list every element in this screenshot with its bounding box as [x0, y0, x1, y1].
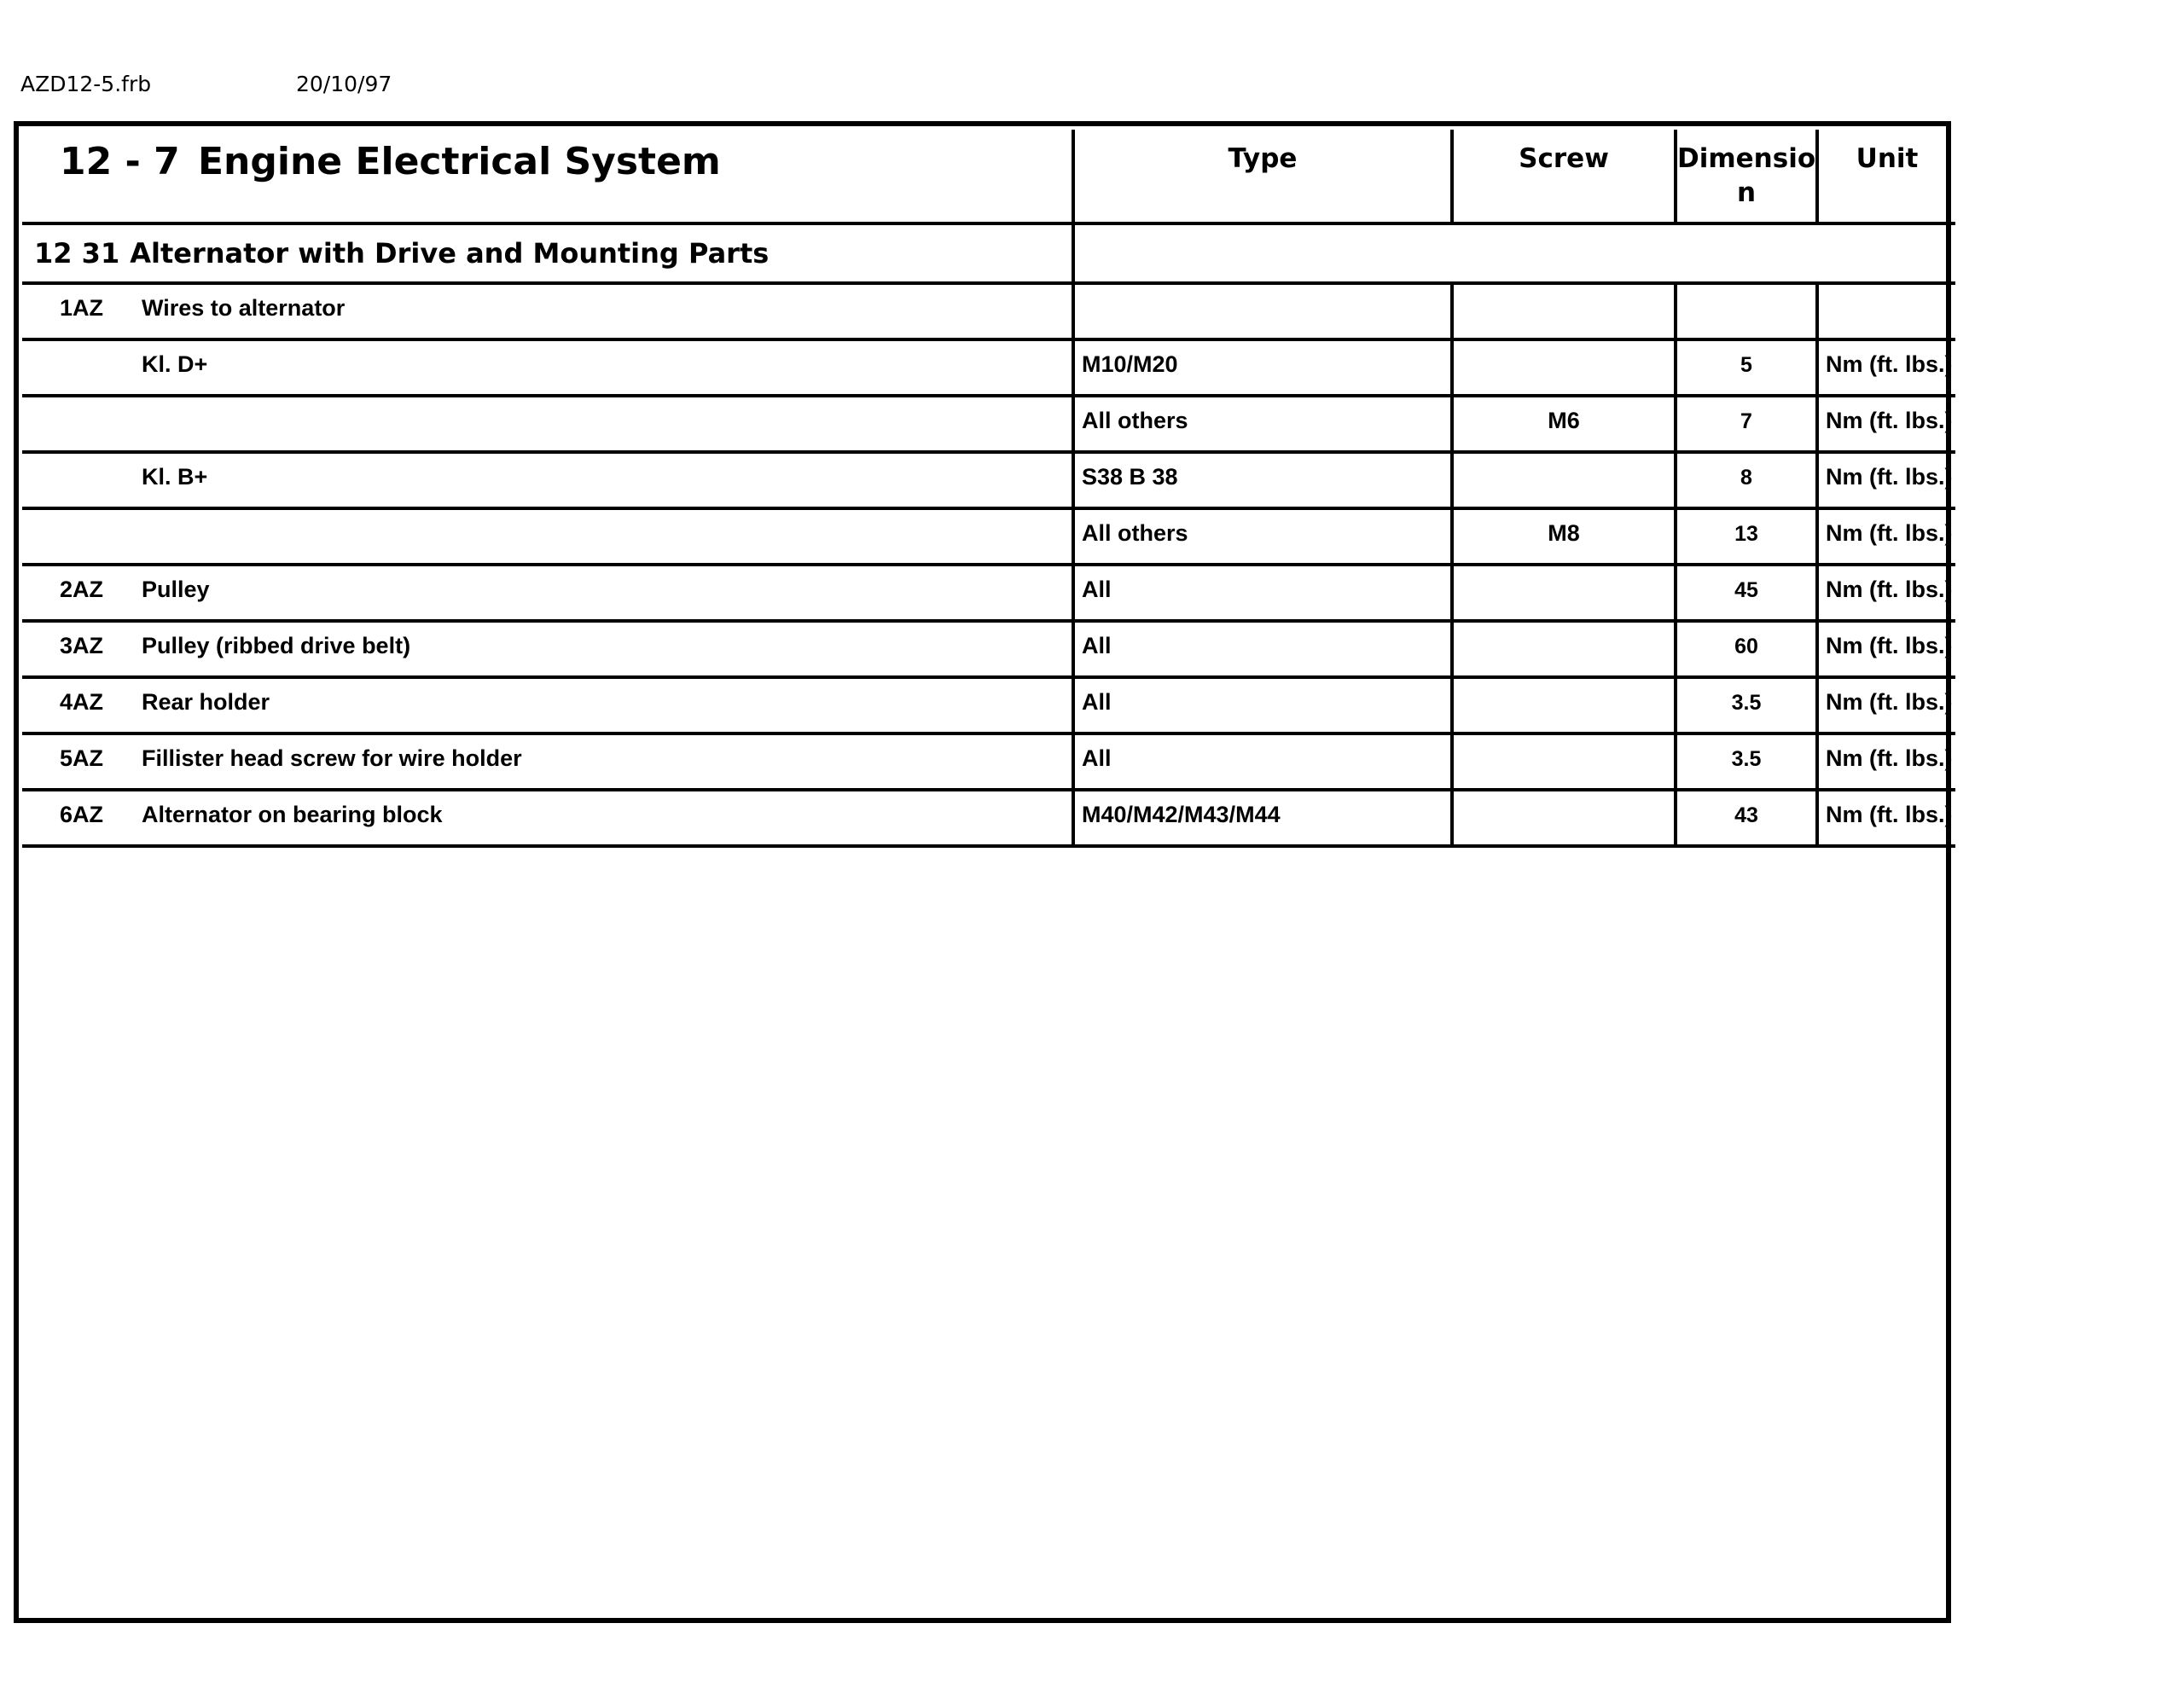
- column-header-screw: Screw: [1452, 130, 1676, 223]
- file-name: AZD12-5.frb: [20, 72, 152, 96]
- document-date: 20/10/97: [296, 72, 392, 96]
- item-code: 4AZ: [60, 689, 104, 715]
- section-title: Engine Electrical System: [198, 140, 721, 183]
- type-cell: [1073, 283, 1452, 339]
- column-header-type: Type: [1073, 130, 1452, 223]
- dimension-cell: 7: [1676, 396, 1817, 452]
- description-cell: [22, 508, 1073, 565]
- group-title-cell: [22, 223, 1073, 283]
- torque-spec-table: [22, 130, 1955, 848]
- item-code: 6AZ: [60, 802, 104, 827]
- dimension-cell: 3.5: [1676, 733, 1817, 790]
- unit-cell: Nm (ft. lbs.): [1817, 339, 1955, 396]
- screw-cell: [1452, 677, 1676, 733]
- description-cell: [22, 396, 1073, 452]
- type-cell: All others: [1073, 396, 1452, 452]
- dimension-cell: 60: [1676, 621, 1817, 677]
- screw-cell: [1452, 339, 1676, 396]
- unit-cell: [1817, 283, 1955, 339]
- unit-cell: Nm (ft. lbs.): [1817, 565, 1955, 621]
- dimension-cell: 45: [1676, 565, 1817, 621]
- item-description: Wires to alternator: [142, 295, 346, 321]
- type-cell: All: [1073, 565, 1452, 621]
- screw-cell: [1452, 565, 1676, 621]
- dimension-cell: 5: [1676, 339, 1817, 396]
- page-header: [20, 72, 392, 96]
- table-row: [22, 790, 1955, 846]
- item-description: Rear holder: [142, 689, 270, 715]
- screw-cell: M6: [1452, 396, 1676, 452]
- group-number: 12 31: [34, 237, 120, 270]
- screw-cell: [1452, 621, 1676, 677]
- unit-cell: Nm (ft. lbs.): [1817, 733, 1955, 790]
- description-cell: [22, 621, 1073, 677]
- screw-cell: [1452, 733, 1676, 790]
- unit-cell: Nm (ft. lbs.): [1817, 508, 1955, 565]
- table-row: [22, 677, 1955, 733]
- type-cell: All: [1073, 621, 1452, 677]
- table-header-row: [22, 130, 1955, 223]
- table-row: [22, 621, 1955, 677]
- dimension-cell: [1676, 283, 1817, 339]
- item-code: 2AZ: [60, 577, 104, 602]
- table-row: [22, 733, 1955, 790]
- item-code: 5AZ: [60, 745, 104, 771]
- torque-spec-frame: [14, 121, 1951, 1623]
- screw-cell: [1452, 452, 1676, 508]
- description-cell: [22, 565, 1073, 621]
- unit-cell: Nm (ft. lbs.): [1817, 621, 1955, 677]
- unit-cell: Nm (ft. lbs.): [1817, 452, 1955, 508]
- unit-cell: Nm (ft. lbs.): [1817, 677, 1955, 733]
- group-title: Alternator with Drive and Mounting Parts: [130, 237, 770, 270]
- table-row: [22, 565, 1955, 621]
- item-description: Pulley: [142, 577, 210, 602]
- type-cell: All: [1073, 733, 1452, 790]
- unit-cell: Nm (ft. lbs.): [1817, 790, 1955, 846]
- dimension-cell: 3.5: [1676, 677, 1817, 733]
- item-description: Kl. D+: [142, 351, 208, 377]
- table-row: [22, 508, 1955, 565]
- item-description: Pulley (ribbed drive belt): [142, 633, 411, 658]
- description-cell: [22, 283, 1073, 339]
- table-row: [22, 339, 1955, 396]
- dimension-cell: 13: [1676, 508, 1817, 565]
- table-row: [22, 396, 1955, 452]
- type-cell: S38 B 38: [1073, 452, 1452, 508]
- group-heading-row: [22, 223, 1955, 283]
- type-cell: All: [1073, 677, 1452, 733]
- screw-cell: [1452, 790, 1676, 846]
- screw-cell: M8: [1452, 508, 1676, 565]
- description-cell: [22, 790, 1073, 846]
- table-row: [22, 452, 1955, 508]
- description-cell: [22, 339, 1073, 396]
- table-row: [22, 283, 1955, 339]
- group-empty-cell: [1073, 223, 1955, 283]
- description-cell: [22, 677, 1073, 733]
- item-description: Kl. B+: [142, 464, 208, 490]
- item-code: 3AZ: [60, 633, 104, 658]
- type-cell: M10/M20: [1073, 339, 1452, 396]
- dimension-cell: 43: [1676, 790, 1817, 846]
- item-code: 1AZ: [60, 295, 104, 321]
- unit-cell: Nm (ft. lbs.): [1817, 396, 1955, 452]
- screw-cell: [1452, 283, 1676, 339]
- item-description: Fillister head screw for wire holder: [142, 745, 522, 771]
- description-cell: [22, 452, 1073, 508]
- item-description: Alternator on bearing block: [142, 802, 443, 827]
- column-header-dimension: Dimensio n: [1676, 130, 1817, 223]
- dimension-cell: 8: [1676, 452, 1817, 508]
- description-cell: [22, 733, 1073, 790]
- column-header-unit: Unit: [1817, 130, 1955, 223]
- type-cell: All others: [1073, 508, 1452, 565]
- type-cell: M40/M42/M43/M44: [1073, 790, 1452, 846]
- section-title-cell: [22, 130, 1073, 223]
- section-number: 12 - 7: [60, 140, 180, 183]
